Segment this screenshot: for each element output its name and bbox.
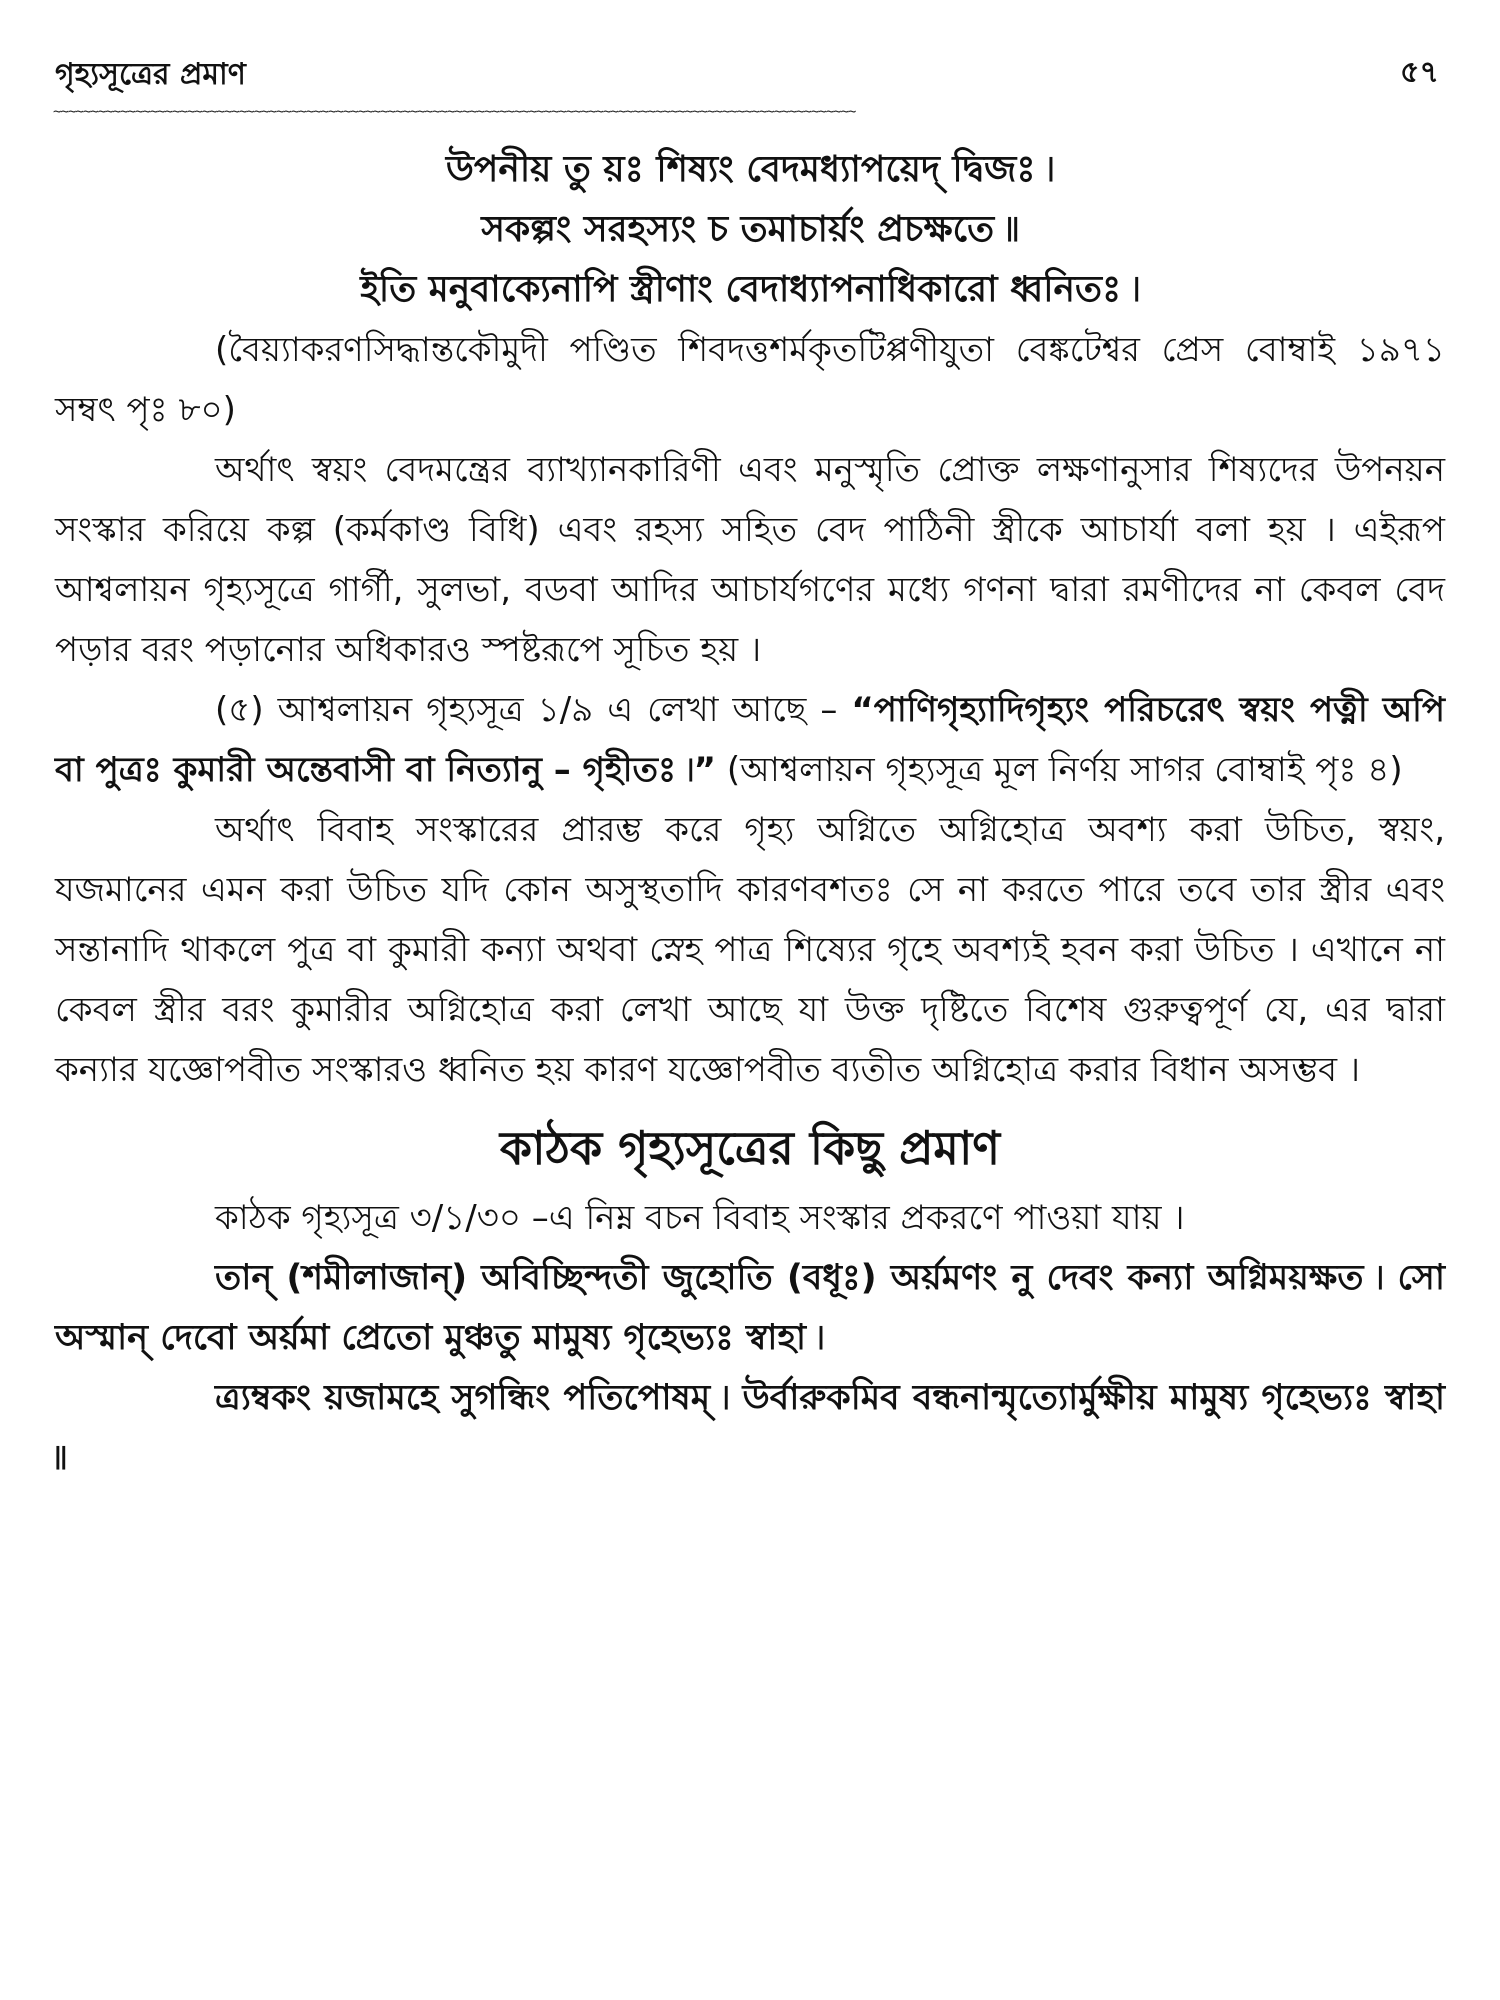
page-content bbox=[55, 140, 1445, 1488]
kathaka-intro-paragraph: কাঠক গৃহ্যসূত্র ৩/১/৩০ –এ নিম্ন বচন বিবাহ সংস্কার প্রকরণে পাওয়া যায় । bbox=[215, 1198, 1185, 1238]
explanation-paragraph-2: অর্থাৎ বিবাহ সংস্কারের প্রারম্ভ করে গৃহ্য অগ্নিতে অগ্নিহোত্র অবশ্য করা উচিত, স্বয়ং, যজমানের এমন করা উচিত যদি কোন অসুস্থতাদি কারণবশতঃ সে না করতে পারে তবে তার স্ত্রীর এবং সন্তানাদি থাকলে পুত্র বা কুমারী কন্যা অথবা স্নেহ পাত্র শিষ্যের গৃহে অবশ্যই হবন করা উচিত । এখানে না কেবল স্ত্রীর বরং কুমারীর অগ্নিহোত্র করা লেখা আছে যা উক্ত দৃষ্টিতে বিশেষ গুরুত্বপূর্ণ যে, এর দ্বারা কন্যার যজ্ঞোপবীত সংস্কারও ধ্বনিত হয় কারণ যজ্ঞোপবীত ব্যতীত অগ্নিহোত্র করার বিধান অসম্ভব । bbox=[55, 810, 1445, 1090]
book-page bbox=[53, 40, 1445, 1478]
citation-paragraph: (বৈয়্যাকরণসিদ্ধান্তকৌমুদী পণ্ডিত শিবদত্তশর্মকৃতটিপ্পণীযুতা বেঙ্কটেশ্বর প্রেস বোম্বাই ১৯৭১ সম্বৎ পৃঃ ৮০) bbox=[55, 330, 1445, 430]
verse-line-3: ইতি মনুবাক্যেনাপি স্ত্রীণাং বেদাধ্যাপনাধিকারো ধ্বনিতঃ ৷ bbox=[360, 269, 1140, 310]
kathaka-verse-1: তান্ (শমীলাজান্) অবিচ্ছিন্দতী জুহোতি (বধূঃ) অর্য়মণং নু দেবং কন্যা অগ্নিময়ক্ষত ৷ সো অস্মান্ দেবো অর্য়মা প্রেতো মুঞ্চতু মামুষ্য গৃহেভ্যঃ স্বাহা ৷ bbox=[55, 1258, 1445, 1358]
explanation-paragraph-1: অর্থাৎ স্বয়ং বেদমন্ত্রের ব্যাখ্যানকারিণী এবং মনুস্মৃতি প্রোক্ত লক্ষণানুসার শিষ্যদের উপনয়ন সংস্কার করিয়ে কল্প (কর্মকাণ্ড বিধি) এবং রহস্য সহিত বেদ পাঠিনী স্ত্রীকে আচার্যা বলা হয় । এইরূপ আশ্বলায়ন গৃহ্যসূত্রে গার্গী, সুলভা, বডবা আদির আচার্যগণের মধ্যে গণনা দ্বারা রমণীদের না কেবল বেদ পড়ার বরং পড়ানোর অধিকারও স্পষ্টরূপে সূচিত হয় । bbox=[55, 450, 1445, 670]
running-title: গৃহ্যসূত্রের প্রমাণ bbox=[55, 57, 246, 92]
page-number: ৫৭ bbox=[1400, 55, 1439, 90]
verse-line-1: উপনীয় তু য়ঃ শিষ্যং বেদমধ্যাপয়েদ্ দ্বিজঃ ৷ bbox=[445, 149, 1055, 190]
ashvalayana-paragraph bbox=[55, 680, 1445, 800]
running-header bbox=[55, 40, 1445, 90]
kathaka-verse-2: ত্র্যম্বকং য়জামহে সুগন্ধিং পতিপোষম্ ৷ উর্বারুকমিব বন্ধনান্মৃত্যোর্মুক্ষীয় মামুষ্য গৃহেভ্যঃ স্বাহা ৷৷ bbox=[55, 1378, 1445, 1478]
tilde-divider: ~~~~~~~~~~~~~~~~~~~~~~~~~~~~~~~~~~~~~~~~~~~~~~~~~~~~~~~~~~~~~~~~~~~~~~~~~~~~~~~~~~~~~~~~~~~~~~~~~~~~~~~~~~~~ bbox=[53, 104, 856, 120]
verse-line-2: সকল্পং সরহস্যং চ তমাচার্য়ং প্রচক্ষতে ৷৷ bbox=[481, 209, 1019, 250]
section-heading: কাঠক গৃহ্যসূত্রের কিছু প্রমাণ bbox=[499, 1121, 1001, 1175]
ashvalayana-source: (আশ্বলায়ন গৃহ্যসূত্র মূল নির্ণয় সাগর বোম্বাই পৃঃ ৪) bbox=[716, 750, 1403, 790]
ashvalayana-intro: (৫) আশ্বলায়ন গৃহ্যসূত্র ১/৯ এ লেখা আছে – bbox=[215, 690, 852, 730]
ashvalayana-quote: “পাণিগৃহ্যাদিগৃহ্যং পরিচরেৎ স্বয়ং পত্নী অপি বা পুত্রঃ কুমারী অন্তেবাসী বা নিত্যানু – গৃহীতঃ ৷” bbox=[55, 690, 1445, 790]
